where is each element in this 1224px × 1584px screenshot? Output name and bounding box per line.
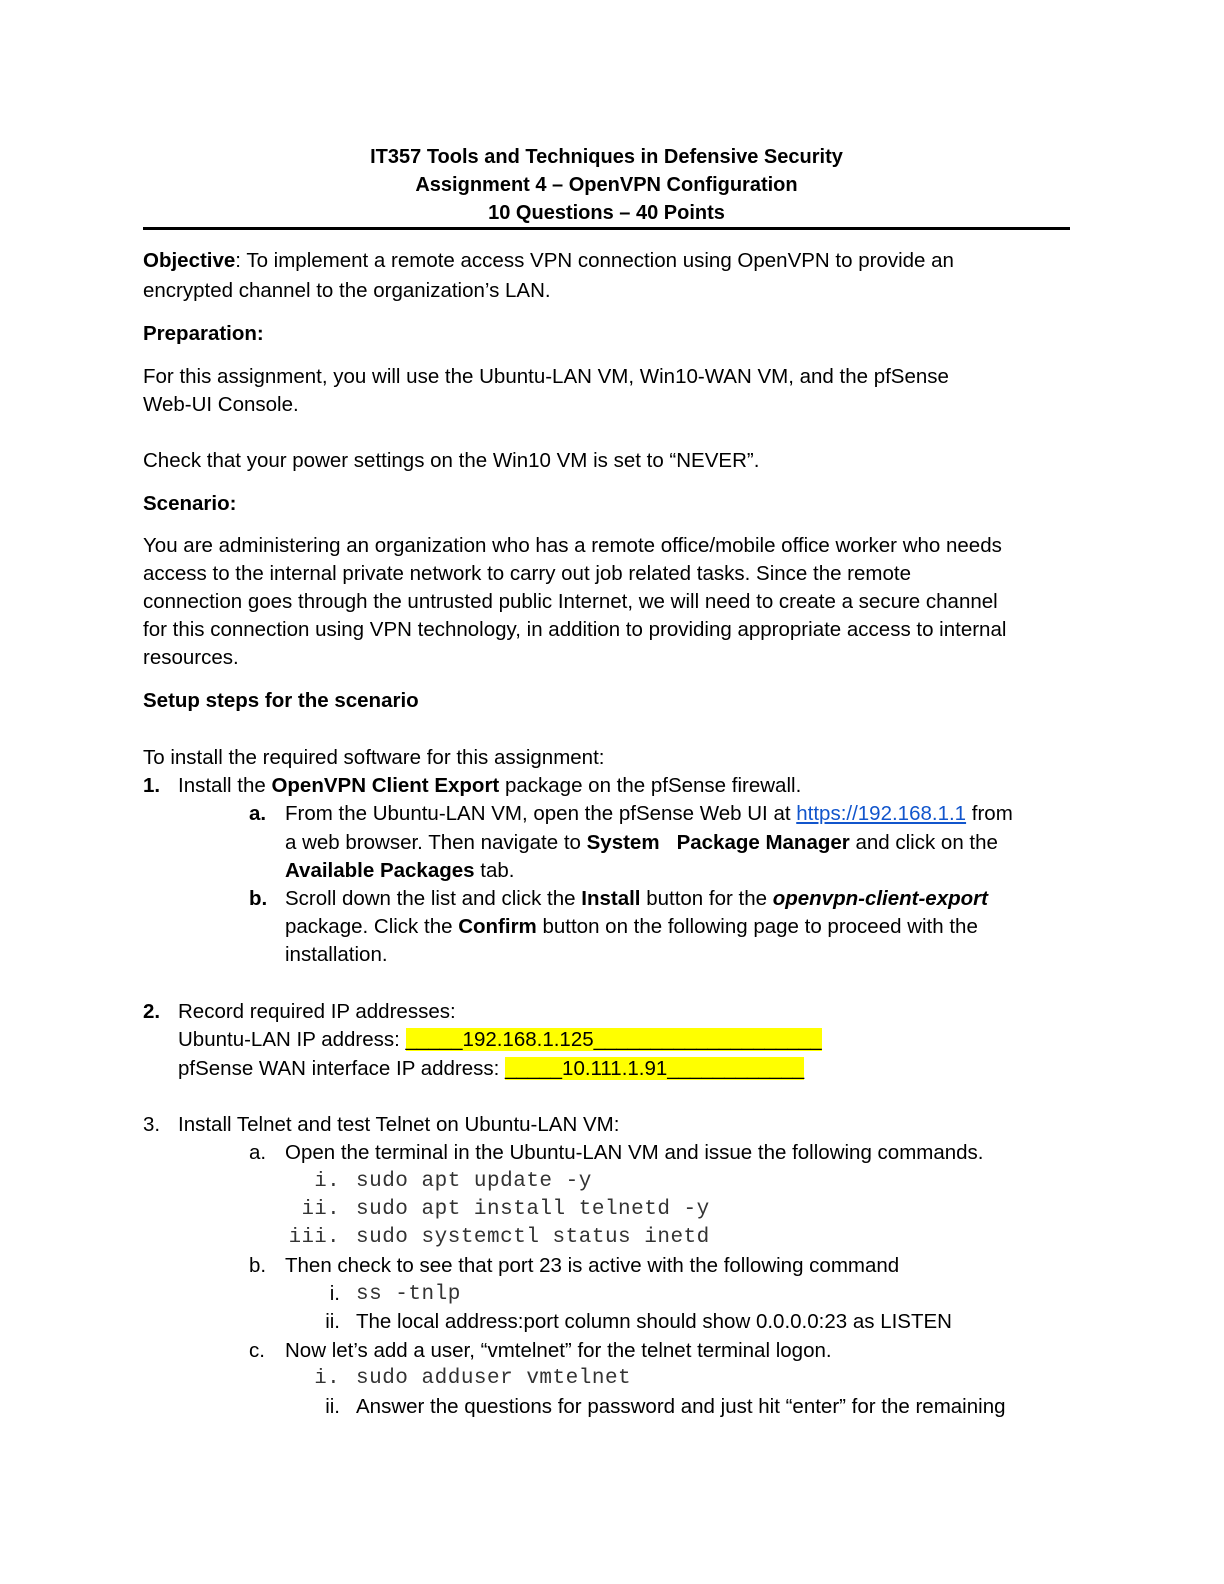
setup-heading-text: Setup steps for the scenario (143, 689, 419, 712)
step-3b-i-label: i. (329, 1282, 340, 1305)
step-3b-label: b. (249, 1254, 267, 1277)
pfsense-wan-ip-row (178, 1055, 804, 1083)
step-1-text-bold: OpenVPN Client Export (271, 774, 500, 797)
step-1-number: 1. (143, 774, 161, 797)
step-3b-ii-label: ii. (325, 1310, 340, 1333)
preparation-line-2: Web-UI Console. (143, 393, 299, 416)
step-3b-text: Then check to see that port 23 is active with the following command (285, 1254, 900, 1277)
step-1 (143, 772, 801, 800)
preparation-heading-text: Preparation: (143, 322, 264, 345)
command-apt-update: sudo apt update -y (356, 1170, 592, 1193)
pfsense-wan-ip-label: pfSense WAN interface IP address: (178, 1057, 506, 1080)
course-title: IT357 Tools and Techniques in Defensive Security (370, 146, 843, 168)
setup-intro: To install the required software for this assignment: (143, 746, 605, 769)
objective-text: : To implement a remote access VPN connection using OpenVPN to provide an (235, 249, 954, 272)
step-1b-line-2 (285, 913, 978, 941)
assignment-title: Assignment 4 – OpenVPN Configuration (415, 174, 798, 196)
step-3b-ii-text: The local address:port column should show 0.0.0.0:23 as LISTEN (356, 1310, 952, 1333)
step-1a-line-2 (285, 829, 998, 857)
command-install-telnetd: sudo apt install telnetd -y (356, 1198, 710, 1221)
step-3c-i-label: i. (314, 1367, 340, 1390)
step-1-text-post: package on the pfSense firewall. (499, 774, 802, 797)
preparation-line-1: For this assignment, you will use the Ubuntu-LAN VM, Win10-WAN VM, and the pfSense (143, 365, 949, 388)
preparation-heading (143, 320, 264, 348)
ubuntu-ip-row (178, 1026, 822, 1054)
scenario-line-2: access to the internal private network to carry out job related tasks. Since the remote (143, 562, 911, 585)
step-1b-line-1 (285, 885, 988, 913)
command-status-inetd: sudo systemctl status inetd (356, 1226, 710, 1249)
step-3 (143, 1111, 619, 1139)
header-divider (143, 227, 1070, 230)
objective-line-1 (143, 247, 954, 275)
step-1b-line-2-text: package. Click the (285, 915, 459, 938)
ubuntu-ip-label: Ubuntu-LAN IP address: (178, 1028, 406, 1051)
step-1a-text-post: from (966, 802, 1013, 825)
command-ss-tnlp: ss -tnlp (356, 1283, 461, 1306)
available-packages-label: Available Packages (285, 859, 475, 882)
step-1-text-pre: Install the (178, 774, 272, 797)
ubuntu-ip-value: _____192.168.1.125____________________ (405, 1028, 822, 1051)
step-1b-label: b. (249, 887, 268, 910)
step-1b-line-2-post: button on the following page to proceed with the (536, 915, 978, 938)
objective-label: Objective (143, 249, 236, 272)
step-1a-line-2-text: a web browser. Then navigate to (285, 831, 587, 854)
step-3a-label: a. (249, 1141, 267, 1164)
step-1a-label: a. (249, 802, 267, 825)
step-1a-line-1 (285, 800, 1013, 828)
step-1a-line-3 (285, 857, 514, 885)
pfsense-wan-ip-value: _____10.111.1.91____________ (505, 1057, 805, 1080)
step-1a-text: From the Ubuntu-LAN VM, open the pfSense Web UI at (285, 802, 797, 825)
step-1a-line-3-post: tab. (474, 859, 515, 882)
setup-heading (143, 687, 419, 715)
scenario-line-4: for this connection using VPN technology, in addition to providing appropriate access to internal (143, 618, 1007, 641)
step-3c-ii-text: Answer the questions for password and just hit “enter” for the remaining (356, 1395, 1006, 1418)
scenario-line-1: You are administering an organization who has a remote office/mobile office worker who needs (143, 534, 1002, 557)
step-1a-line-2-post: and click on the (849, 831, 998, 854)
step-2-text: Record required IP addresses: (178, 1000, 456, 1023)
step-3c-label: c. (249, 1339, 265, 1362)
step-1b-line-3: installation. (285, 943, 388, 966)
step-1b-text: Scroll down the list and click the (285, 887, 582, 910)
package-manager-label: Package Manager (676, 831, 850, 854)
step-3a-ii-label: ii. (301, 1198, 340, 1221)
step-3c-text: Now let’s add a user, “vmtelnet” for the telnet terminal logon. (285, 1339, 832, 1362)
install-label: Install (581, 887, 641, 910)
step-3-number: 3. (143, 1113, 161, 1136)
step-3a-i-label: i. (314, 1170, 340, 1193)
step-3a-iii-label: iii. (288, 1226, 340, 1249)
command-adduser: sudo adduser vmtelnet (356, 1367, 632, 1390)
system-menu-label: System (586, 831, 660, 854)
step-2-number: 2. (143, 1000, 161, 1023)
scenario-line-5: resources. (143, 646, 239, 669)
openvpn-client-export-package-name: openvpn-client-export (772, 887, 988, 910)
step-1b-text-mid: button for the (640, 887, 773, 910)
assignment-points: 10 Questions – 40 Points (488, 202, 725, 224)
scenario-line-3: connection goes through the untrusted public Internet, we will need to create a secure channel (143, 590, 998, 613)
step-3a-text: Open the terminal in the Ubuntu-LAN VM and issue the following commands. (285, 1141, 984, 1164)
confirm-label: Confirm (458, 915, 537, 938)
step-3-text: Install Telnet and test Telnet on Ubuntu-LAN VM: (178, 1113, 620, 1136)
document-header (143, 143, 1070, 227)
objective-line-2: encrypted channel to the organization’s LAN. (143, 279, 551, 302)
scenario-heading-text: Scenario: (143, 492, 237, 515)
preparation-power-note: Check that your power settings on the Win10 VM is set to “NEVER”. (143, 449, 760, 472)
step-2 (143, 998, 456, 1026)
step-3c-ii-label: ii. (325, 1395, 340, 1418)
pfsense-web-ui-link[interactable]: https://192.168.1.1 (796, 802, 967, 825)
scenario-heading (143, 490, 236, 518)
